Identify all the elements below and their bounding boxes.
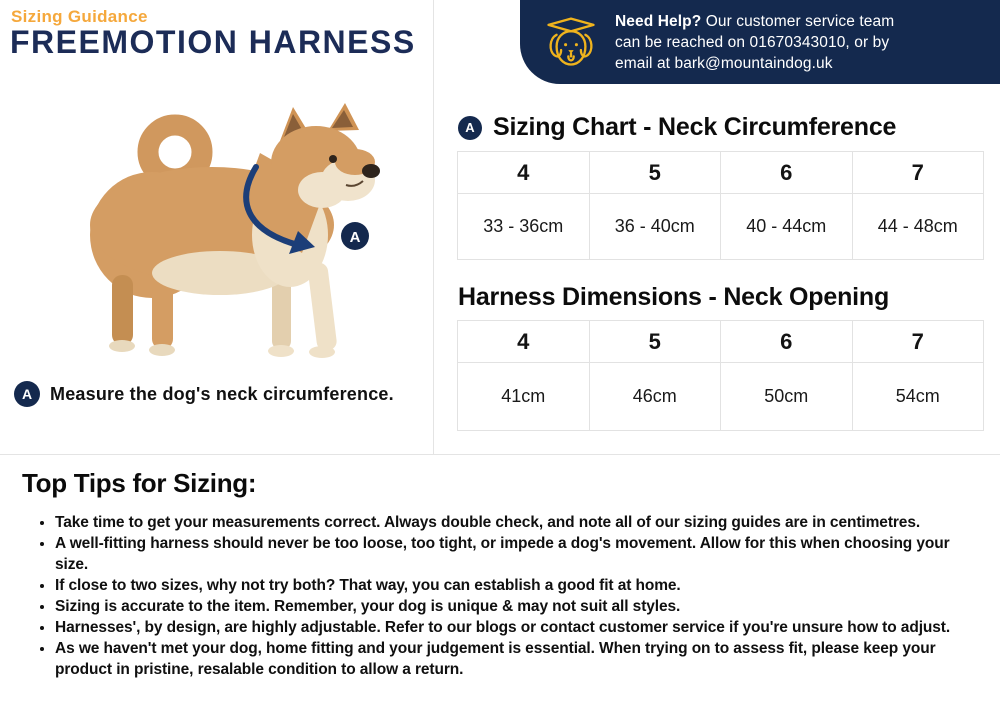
harness-dimensions-table [457, 320, 984, 431]
measure-instruction: Measure the dog's neck circumference. [50, 383, 394, 404]
banner-line-1 [615, 11, 894, 32]
marker-a-label: A [349, 229, 361, 246]
size-column-header: 6 [721, 321, 853, 363]
size-column-header: 7 [852, 321, 984, 363]
page-title: FREEMOTION HARNESS [10, 24, 416, 60]
neck-opening-cell: 54cm [852, 363, 984, 431]
help-banner-text [615, 11, 894, 74]
table-header-row [458, 152, 984, 194]
size-column-header: 4 [458, 152, 590, 194]
top-tips-section [0, 455, 1000, 680]
marker-a-badge: A [458, 116, 482, 140]
sizing-chart-heading [458, 113, 896, 142]
banner-line-2: can be reached on 01670343010, or by [615, 33, 890, 51]
top-tips-list [22, 512, 970, 680]
tip-item: • Take time to get your measurements correct. Always double check, and note all of our sizing guides are in centimetres. [55, 512, 970, 533]
tip-item: • Harnesses', by design, are highly adjustable. Refer to our blogs or contact customer service if you're unsure how to adjust. [55, 617, 970, 638]
neck-opening-cell: 46cm [589, 363, 721, 431]
neck-opening-cell: 41cm [458, 363, 590, 431]
need-help-label: Need Help? [615, 12, 702, 30]
measure-caption [14, 381, 394, 407]
size-column-header: 7 [852, 152, 984, 194]
table-value-row [458, 363, 984, 431]
dog-photo-illustration [60, 95, 420, 370]
marker-a-badge: A [14, 381, 40, 407]
top-tips-title: Top Tips for Sizing: [22, 468, 257, 498]
tip-item: • If close to two sizes, why not try both? That way, you can establish a good fit at home. [55, 575, 970, 596]
harness-dimensions-title: Harness Dimensions - Neck Opening [458, 283, 890, 311]
sizing-chart-table [457, 151, 984, 260]
tip-item: • Sizing is accurate to the item. Remember, your dog is unique & may not suit all styles. [55, 596, 970, 617]
table-header-row [458, 321, 984, 363]
banner-line-3: email at bark@mountaindog.uk [615, 54, 833, 72]
tip-item: • As we haven't met your dog, home fitting and your judgement is essential. When trying on to assess fit, please keep your product in pristine, resalable condition to allow a return. [55, 638, 970, 680]
neck-range-cell: 33 - 36cm [458, 194, 590, 260]
banner-line-1-rest: Our customer service team [705, 12, 895, 30]
vertical-divider [433, 0, 434, 454]
sizing-chart-title: Sizing Chart - Neck Circumference [493, 113, 897, 141]
tip-item: • A well-fitting harness should never be too loose, too tight, or impede a dog's movement. Allow for this when choosing your size. [55, 533, 970, 575]
table-value-row [458, 194, 984, 260]
eyebrow-label: Sizing Guidance [11, 7, 148, 26]
size-column-header: 4 [458, 321, 590, 363]
size-column-header: 5 [589, 321, 721, 363]
harness-dimensions-heading [458, 283, 889, 312]
neck-range-cell: 44 - 48cm [852, 194, 984, 260]
size-column-header: 5 [589, 152, 721, 194]
help-banner [520, 0, 1000, 84]
neck-range-cell: 36 - 40cm [589, 194, 721, 260]
dog-face-icon [544, 13, 598, 71]
neck-range-cell: 40 - 44cm [721, 194, 853, 260]
size-column-header: 6 [721, 152, 853, 194]
neck-opening-cell: 50cm [721, 363, 853, 431]
